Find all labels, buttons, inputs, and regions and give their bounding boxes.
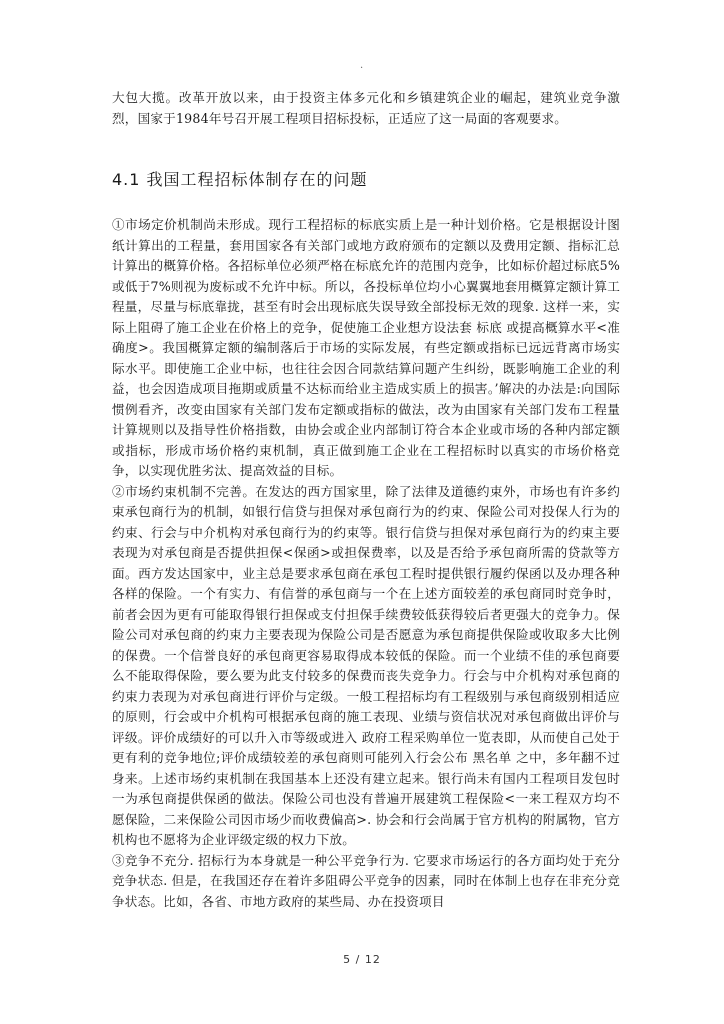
intro-paragraph: 大包大揽。改革开放以来，由于投资主体多元化和乡镇建筑企业的崛起，建筑业竞争激烈，国家于1984年号召开展工程项目招标投标，正适应了这一局面的客观要求。 [112, 90, 620, 126]
list-item: ③竞争不充分. 招标行为本身就是一种公平竞争行为. 它要求市场运行的各方面均处于充分竞争状态. 但是，在我国还存在着许多阻碍公平竞争的因素，同时在体制上也存在非充分竞争状态。比如，各省、市地方政府的某些局、办在投资项目 [112, 852, 620, 909]
section-heading: 4.1 我国工程招标体制存在的问题 [112, 170, 368, 189]
list-item: ②市场约束机制不完善。在发达的西方国家里，除了法律及道德约束外，市场也有许多约束承包商行为的机制，如银行信贷与担保对承包商行为的约束、保险公司对投保人行为的约束、行会与中介机构对承包商行为的约束等。银行信贷与担保对承包商行为的约束主要表现为对承包商是否提供担保<保函>或担保费率，以及是否给予承包商所需的贷款等方面。西方发达国家中，业主总是要求承包商在承包工程时提供银行履约保函以及办理各种各样的保险。一个有实力、有信誉的承包商与一个在上述方面较差的承包商同时竞争时，前者会因为更有可能取得银行担保或支付担保手续费较低获得较后者更强大的竞争力。保险公司对承包商的约束力主要表现为保险公司是否愿意为承包商提供保险或收取多大比例的保费。一个信誉良好的承包商更容易取得成本较低的保险。而一个业绩不佳的承包商要么不能取得保险，要么要为此支付较多的保费而丧失竞争力。行会与中介机构对承包商的约束力表现为对承包商进行评价与定级。一般工程招标均有工程级别与承包商级别相适应的原则，行会或中介机构可根据承包商的施工表现、业绩与资信状况对承包商做出评价与评级。评价成绩好的可以升入市等级或进入 政府工程采购单位一览表即，从而使自己处于更有利的竞争地位;评价成绩较差的承包商则可能列入行会公布 黑名单 之中，多年翻不过身来。上述市场约束机制在我国基本上还没有建立起来。银行尚未有国内工程项目发包时一为承包商提供保函的做法。保险公司也没有普遍开展建筑工程保险<一来工程双方均不愿保险，二来保险公司因市场少而收费偏高>. 协会和行会尚属于官方机构的附属物，官方机构也不愿将为企业评级定级的权力下放。 [112, 483, 620, 847]
page-number: 5 / 12 [343, 953, 381, 966]
list-item: ①市场定价机制尚未形成。现行工程招标的标底实质上是一种计划价格。它是根据设计图纸计算出的工程量，套用国家各有关部门或地方政府颁布的定额以及费用定额、指标汇总计算出的概算价格。各招标单位必须严格在标底允许的范围内竞争，比如标价超过标底5%或低于7%则视为废标或不允许中标。所以，各投标单位均小心翼翼地套用概算定额计算工程量，尽量与标底靠拢，甚至有时会出现标底失误导致全部投标无效的现象. 这样一来，实际上阻碍了施工企业在价格上的竞争，促使施工企业想方设法套 标底 或提高概算水平<准确度>。我国概算定额的编制落后于市场的实际发展，有些定额或指标已远远背离市场实际水平。即使施工企业中标，也往往会因合同款结算问题产生纠纷，既影响施工企业的利益，也会因造成项目拖期或质量不达标而给业主造成实质上的损害。’解决的办法是:向国际惯例看齐，改变由国家有关部门发布定额或指标的做法，改为由国家有关部门发布工程量计算规则以及指导性价格指数，由协会或企业内部制订符合本企业或市场的各种内部定额或指标，形成市场价格约束机制，真正做到施工企业在工程招标时以真实的市场价格竞争，以实现优胜劣汰、提高效益的目标。 [112, 217, 620, 478]
problems-list [112, 215, 620, 912]
header-mark: . [360, 60, 364, 71]
